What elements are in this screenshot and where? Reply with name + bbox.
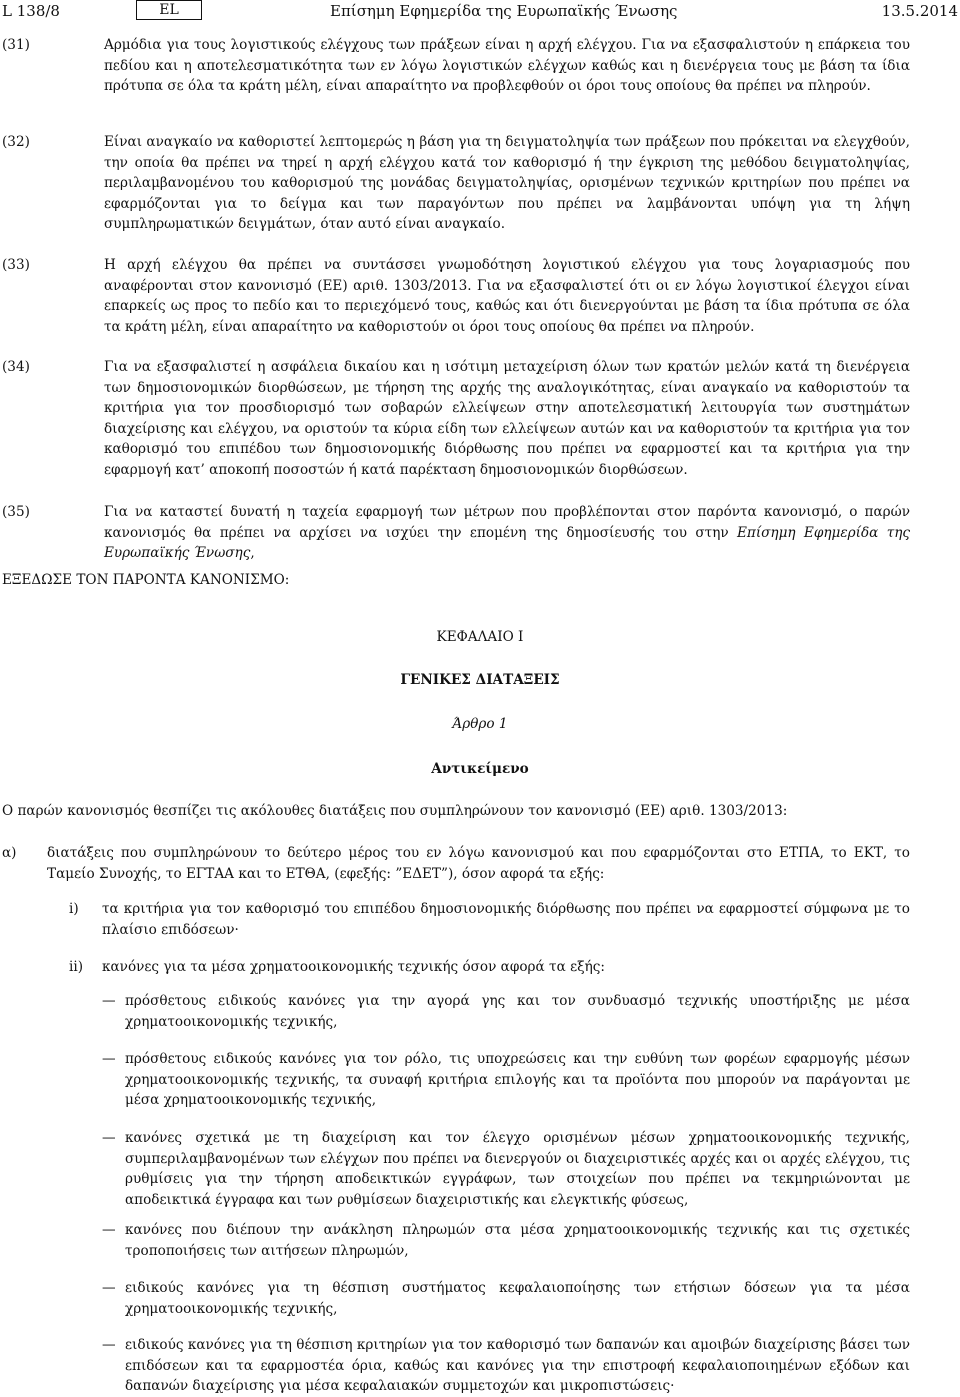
recital-text [104, 502, 910, 564]
article-title: Αντικείμενο [431, 761, 529, 777]
sub-i-text: τα κριτήρια για τον καθορισμό του επιπέδου δημοσιονομικής διόρθωσης που πρέπει να εφαρμοστεί σύμφωνα με το πλαίσιο επιδόσεων· [102, 901, 910, 938]
recital-text: Αρμόδια για τους λογιστικούς ελέγχους των πράξεων είναι η αρχή ελέγχου. Για να εξασφαλιστούν η επάρκεια του πεδίου και η αποτελεσματικότητα των εν λόγω λογιστικών ελέγχων καθώς και η διενέργεια τους με βάση τα ίδια πρότυπα σε όλα τα κράτη μέλη, είναι απαραίτητο να προβλεφθούν οι όροι τους οποίους θα πρέπει να πληρούν. [104, 37, 910, 94]
recital-number: (31) [2, 37, 30, 53]
dash-item-6: ειδικούς κανόνες για τη θέσπιση κριτηρίων για τον καθορισμό των δαπανών και αμοιβών διαχείρισης βάσει των επιδόσεων και τα εφαρμοστέα όρια, καθώς και κανόνες για την επιστροφή κεφαλαιοποιημένων εξόδων και δαπανών διαχείρισης για μέσα κεφαλαιακών συμμετοχών και μικροπιστώσεις· [125, 1337, 910, 1394]
recital-number: (33) [2, 257, 30, 273]
page-header [0, 0, 960, 22]
dash-marker: — [102, 993, 116, 1009]
recital-text-part: Για να καταστεί δυνατή η ταχεία εφαρμογή των μέτρων που προβλέπονται στον παρόντα κανονισμό, ο παρών κανονισμός θα πρέπει να αρχίσει να ισχύει την επομένη της δημοσίευσής του στην [104, 504, 910, 541]
chapter-title: ΓΕΝΙΚΕΣ ΔΙΑΤΑΞΕΙΣ [400, 672, 560, 688]
journal-name-italic: Επίσημη Εφημερίδα της Ευρωπαϊκής Ένωσης [104, 524, 910, 561]
enacting-formula: ΕΞΕΔΩΣΕ ΤΟΝ ΠΑΡΟΝΤΑ ΚΑΝΟΝΙΣΜΟ: [2, 572, 290, 588]
recital-text-end: , [250, 545, 255, 561]
dash-marker: — [102, 1280, 116, 1296]
journal-title: Επίσημη Εφημερίδα της Ευρωπαϊκής Ένωσης [330, 2, 678, 20]
recital-text: Για να εξασφαλιστεί η ασφάλεια δικαίου και η ισότιμη μεταχείριση όλων των κρατών μελών κατά τη διενέργεια των δημοσιονομικών διορθώσεων, με τήρηση της αρχής της αναλογικότητας, είναι αναγκαίο να καθοριστούν τα κριτήρια για τον προσδιορισμό των σοβαρών ελλείψεων στην αποτελεσματική λειτουργία των συστημάτων διαχείρισης και ελέγχου, να οριστούν τα κύρια είδη των ελλείψεων αυτών και να καθοριστούν τα κριτήρια για τον καθορισμό του επιπέδου των δημοσιονομικής διόρθωσης που πρέπει να εφαρμοστεί και τα κριτήρια για την εφαρμογή κατ’ αποκοπή ποσοστών ή κατά παρέκταση δημοσιονομικών διορθώσεων. [104, 359, 910, 478]
sub-ii-label: ii) [69, 959, 83, 975]
dash-item-3: κανόνες σχετικά με τη διαχείριση και τον έλεγχο ορισμένων μέσων χρηματοοικονομικής τεχνικής, συμπεριλαμβανομένων των ελέγχων που πρέπει να διενεργούν οι διαχειριστικές αρχές και οι αρχές ελέγχου, τις ρυθμίσεις για την τήρηση αποδεικτικών εγγράφων, των στοιχείων που πρέπει να τεκμηριώνονται με αποδεικτικά έγγραφα και των ρυθμίσεων διαχειριστικής και ελεγκτικής φύσεως, [125, 1130, 910, 1208]
recital-text: Η αρχή ελέγχου θα πρέπει να συντάσσει γνωμοδότηση λογιστικού ελέγχου για τους λογαριασμούς που αναφέρονται στον κανονισμό (ΕΕ) αριθ. 1303/2013. Για να εξασφαλιστεί ότι οι εν λόγω λογιστικοί έλεγχοι είναι επαρκείς ως προς το πεδίο και το περιεχόμενό τους, καθώς και ότι διενεργούνται με βάση τα ίδια πρότυπα σε όλα τα κράτη μέλη, είναι απαραίτητο να καθοριστούν οι όροι τους οποίους θα πρέπει να πληρούν. [104, 257, 910, 335]
dash-item-1: πρόσθετους ειδικούς κανόνες για την αγορά γης και τον συνδυασμό τεχνικής υποστήριξης με μέσα χρηματοοικονομικής τεχνικής, [125, 993, 910, 1030]
dash-marker: — [102, 1337, 116, 1353]
recital-number: (34) [2, 359, 30, 375]
recital-number: (35) [2, 504, 30, 520]
dash-marker: — [102, 1222, 116, 1238]
sub-ii-text: κανόνες για τα μέσα χρηματοοικονομικής τεχνικής όσον αφορά τα εξής: [102, 959, 605, 975]
dash-item-5: ειδικούς κανόνες για τη θέσπιση συστήματος κεφαλαιοποίησης των ετήσιων δόσεων για τα μέσα χρηματοοικονομικής τεχνικής, [125, 1280, 910, 1317]
article-heading: Άρθρο 1 [452, 716, 508, 732]
dash-item-2: πρόσθετους ειδικούς κανόνες για τον ρόλο, τις υποχρεώσεις και την ευθύνη των φορέων εφαρμογής μέσων χρηματοοικονομικής τεχνικής, τα συναφή κριτήρια επιλογής και τα προϊόντα που μπορούν να παράγονται με μέσα χρηματοοικονομικής τεχνικής, [125, 1051, 910, 1108]
dash-marker: — [102, 1051, 116, 1067]
oj-page-code: L 138/8 [2, 2, 60, 20]
dash-marker: — [102, 1130, 116, 1146]
chapter-heading: ΚΕΦΑΛΑΙΟ I [436, 629, 524, 645]
point-a-label: α) [2, 845, 17, 861]
recital-text: Είναι αναγκαίο να καθοριστεί λεπτομερώς η βάση για τη δειγματοληψία των πράξεων που πρόκειται να ελεγχθούν, την οποία θα πρέπει να τηρεί η αρχή ελέγχου κατά τον καθορισμό ή την έγκριση της μεθόδου δειγματοληψίας, περιλαμβανομένου του καθορισμού της μονάδας δειγματοληψίας, ορισμένων τεχνικών κριτηρίων που πρέπει να εφαρμόζονται για το δείγμα και των παραγόντων που πρέπει να λαμβάνονται υπόψη για τη λήψη συμπληρωματικών δειγμάτων, όταν αυτό είναι αναγκαίο. [104, 134, 910, 232]
publication-date: 13.5.2014 [881, 2, 958, 20]
article-intro: Ο παρών κανονισμός θεσπίζει τις ακόλουθες διατάξεις που συμπληρώνουν τον κανονισμό (ΕΕ) αριθ. 1303/2013: [2, 803, 788, 819]
language-badge: EL [136, 0, 202, 20]
dash-item-4: κανόνες που διέπουν την ανάκληση πληρωμών στα μέσα χρηματοοικονομικής τεχνικής και τις σχετικές τροποποιήσεις των αιτήσεων πληρωμών, [125, 1222, 910, 1259]
point-a-text: διατάξεις που συμπληρώνουν το δεύτερο μέρος του εν λόγω κανονισμού και που εφαρμόζονται στο ΕΤΠΑ, το ΕΚΤ, το Ταμείο Συνοχής, το ΕΓΤΑΑ και το ΕΤΘΑ, (εφεξής: ”ΕΔΕΤ”), όσον αφορά τα εξής: [47, 845, 910, 882]
recital-number: (32) [2, 134, 30, 150]
sub-i-label: i) [69, 901, 79, 917]
